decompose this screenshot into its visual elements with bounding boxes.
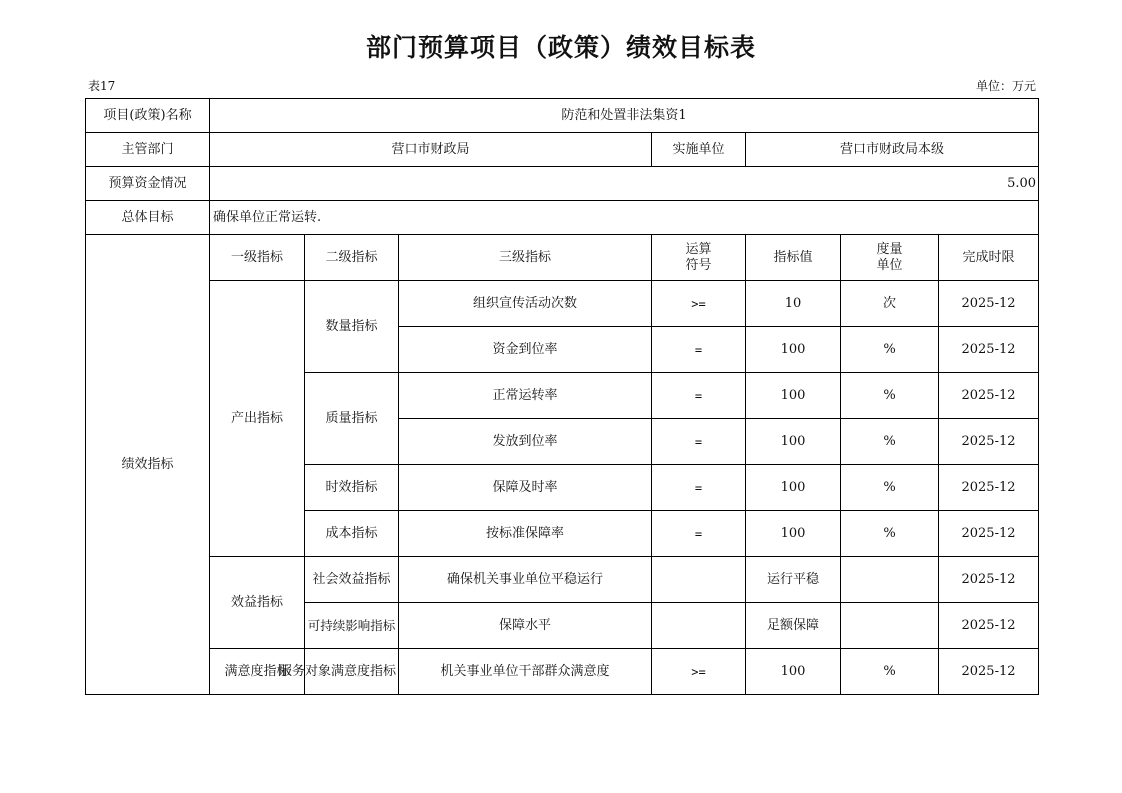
table-row bbox=[86, 649, 1039, 695]
indicator-op: = bbox=[652, 327, 746, 373]
indicator-unit bbox=[841, 603, 939, 649]
group-sustain: 可持续影响指标 bbox=[305, 603, 399, 649]
group-cost: 成本指标 bbox=[305, 511, 399, 557]
indicator-op: = bbox=[652, 419, 746, 465]
dept-value: 营口市财政局 bbox=[210, 133, 652, 167]
indicator-op: >= bbox=[652, 649, 746, 695]
table-row bbox=[86, 99, 1039, 133]
header-deadline: 完成时限 bbox=[939, 235, 1039, 281]
indicator-deadline: 2025-12 bbox=[939, 603, 1039, 649]
indicator-unit: % bbox=[841, 327, 939, 373]
indicator-op: = bbox=[652, 511, 746, 557]
unit-label: 单位：万元 bbox=[975, 79, 1036, 93]
project-name-label: 项目(政策)名称 bbox=[86, 99, 210, 133]
indicator-deadline: 2025-12 bbox=[939, 327, 1039, 373]
indicator-unit: % bbox=[841, 511, 939, 557]
indicator-unit: % bbox=[841, 419, 939, 465]
header-op: 运算 符号 bbox=[652, 235, 746, 281]
indicator-value: 10 bbox=[746, 281, 841, 327]
group-quality: 质量指标 bbox=[305, 373, 399, 465]
indicator-value: 100 bbox=[746, 511, 841, 557]
indicator-name: 组织宣传活动次数 bbox=[399, 281, 652, 327]
header-row bbox=[86, 235, 1039, 281]
indicator-unit: % bbox=[841, 649, 939, 695]
indicator-op bbox=[652, 603, 746, 649]
perf-label: 绩效指标 bbox=[86, 235, 210, 695]
indicator-name: 保障水平 bbox=[399, 603, 652, 649]
indicator-deadline: 2025-12 bbox=[939, 419, 1039, 465]
indicator-name: 保障及时率 bbox=[399, 465, 652, 511]
header-value: 指标值 bbox=[746, 235, 841, 281]
goal-value: 确保单位正常运转. bbox=[210, 201, 1039, 235]
group-output: 产出指标 bbox=[210, 281, 305, 557]
indicator-op: = bbox=[652, 465, 746, 511]
impl-unit-value: 营口市财政局本级 bbox=[746, 133, 1039, 167]
indicator-deadline: 2025-12 bbox=[939, 649, 1039, 695]
indicator-op: = bbox=[652, 373, 746, 419]
group-service: 服务对象满意度指标 bbox=[305, 649, 399, 695]
dept-label: 主管部门 bbox=[86, 133, 210, 167]
indicator-value: 足额保障 bbox=[746, 603, 841, 649]
indicator-unit bbox=[841, 557, 939, 603]
project-name-value: 防范和处置非法集资1 bbox=[210, 99, 1039, 133]
page-title: 部门预算项目（政策）绩效目标表 bbox=[365, 33, 756, 62]
performance-table bbox=[85, 98, 1039, 695]
table-row bbox=[86, 281, 1039, 327]
indicator-deadline: 2025-12 bbox=[939, 557, 1039, 603]
indicator-value: 100 bbox=[746, 465, 841, 511]
impl-unit-label: 实施单位 bbox=[652, 133, 746, 167]
indicator-unit: % bbox=[841, 373, 939, 419]
indicator-value: 100 bbox=[746, 373, 841, 419]
indicator-deadline: 2025-12 bbox=[939, 281, 1039, 327]
indicator-deadline: 2025-12 bbox=[939, 465, 1039, 511]
indicator-deadline: 2025-12 bbox=[939, 373, 1039, 419]
budget-label: 预算资金情况 bbox=[86, 167, 210, 201]
indicator-value: 100 bbox=[746, 649, 841, 695]
indicator-name: 按标准保障率 bbox=[399, 511, 652, 557]
indicator-value: 100 bbox=[746, 419, 841, 465]
indicator-value: 运行平稳 bbox=[746, 557, 841, 603]
group-timeliness: 时效指标 bbox=[305, 465, 399, 511]
indicator-name: 正常运转率 bbox=[399, 373, 652, 419]
indicator-unit: 次 bbox=[841, 281, 939, 327]
indicator-name: 确保机关事业单位平稳运行 bbox=[399, 557, 652, 603]
table-row bbox=[86, 133, 1039, 167]
table-number: 表17 bbox=[88, 79, 116, 93]
group-satisfaction: 满意度指标 bbox=[210, 649, 305, 695]
indicator-unit: % bbox=[841, 465, 939, 511]
header-unit: 度量 单位 bbox=[841, 235, 939, 281]
indicator-op bbox=[652, 557, 746, 603]
indicator-op: >= bbox=[652, 281, 746, 327]
table-row bbox=[86, 201, 1039, 235]
group-quantity: 数量指标 bbox=[305, 281, 399, 373]
budget-value: 5.00 bbox=[210, 167, 1039, 201]
indicator-name: 资金到位率 bbox=[399, 327, 652, 373]
indicator-name: 机关事业单位干部群众满意度 bbox=[399, 649, 652, 695]
table-row bbox=[86, 557, 1039, 603]
group-social: 社会效益指标 bbox=[305, 557, 399, 603]
header-l3: 三级指标 bbox=[399, 235, 652, 281]
header-l1: 一级指标 bbox=[210, 235, 305, 281]
indicator-deadline: 2025-12 bbox=[939, 511, 1039, 557]
goal-label: 总体目标 bbox=[86, 201, 210, 235]
indicator-name: 发放到位率 bbox=[399, 419, 652, 465]
group-benefit: 效益指标 bbox=[210, 557, 305, 649]
header-l2: 二级指标 bbox=[305, 235, 399, 281]
table-row bbox=[86, 167, 1039, 201]
indicator-value: 100 bbox=[746, 327, 841, 373]
